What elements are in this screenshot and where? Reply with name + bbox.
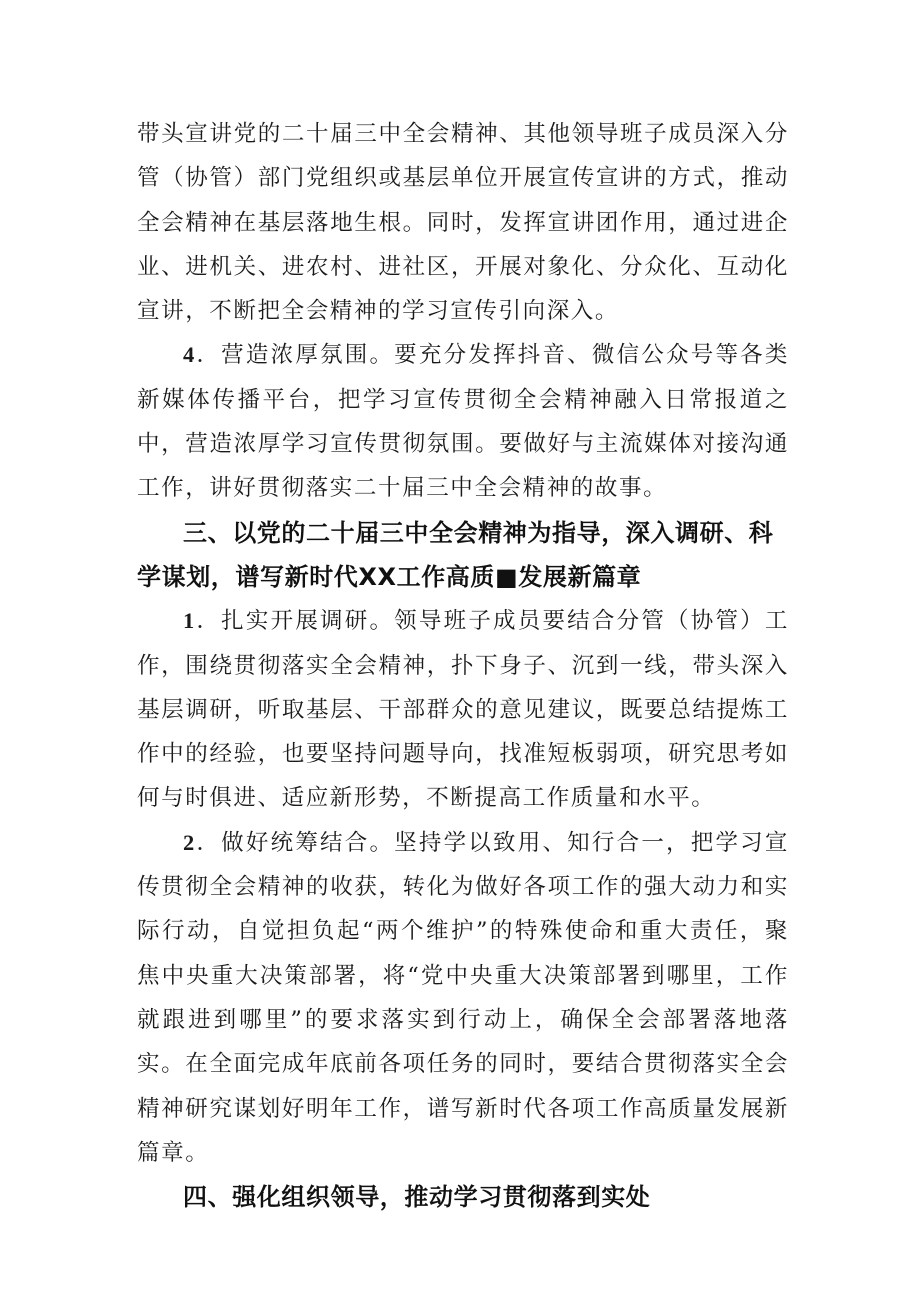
paragraph-text: ．营造浓厚氛围。要充分发挥抖音、微信公众号等各类新媒体传播平台，把学习宣传贯彻全会精神融入日常报道之中，营造浓厚学习宣传贯彻氛围。要做好与主流媒体对接沟通工作，讲好贯彻落实二十届三中全会精神的故事。 bbox=[137, 342, 789, 502]
document-page bbox=[137, 112, 789, 1219]
section-heading-4: 四、强化组织领导，推动学习贯彻落到实处 bbox=[183, 1183, 651, 1212]
paragraph-text: ．扎实开展调研。领导班子成员要结合分管（协管）工作，围绕贯彻落实全会精神，扑下身子、沉到一线，带头深入基层调研，听取基层、干部群众的意见建议，既要总结提炼工作中的经验，也要坚持问题导向，找准短板弱项，研究思考如何与时俱进、适应新形势，不断提高工作质量和水平。 bbox=[137, 608, 789, 812]
item-number: 2 bbox=[183, 829, 196, 855]
paragraph-outreach-lectures bbox=[137, 112, 789, 333]
paragraph-item-2-coordination bbox=[137, 821, 789, 1175]
paragraph-text: ．做好统筹结合。坚持学以致用、知行合一，把学习宣传贯彻全会精神的收获，转化为做好各项工作的强大动力和实际行动，自觉担负起“两个维护”的特殊使命和重大责任，聚焦中央重大决策部署，将“党中央重大决策部署到哪里，工作就跟进到哪里”的要求落实到行动上，确保全会部署落地落实。在全面完成年底前各项任务的同时，要结合贯彻落实全会精神研究谋划好明年工作，谱写新时代各项工作高质量发展新篇章。 bbox=[137, 829, 789, 1166]
paragraph-item-1-research bbox=[137, 599, 789, 820]
section-heading-3: 三、以党的二十届三中全会精神为指导，深入调研、科学谋划，谱写新时代XX工作高质■发展新篇章 bbox=[137, 518, 774, 591]
paragraph-text: 带头宣讲党的二十届三中全会精神、其他领导班子成员深入分管（协管）部门党组织或基层单位开展宣传宣讲的方式，推动全会精神在基层落地生根。同时，发挥宣讲团作用，通过进企业、进机关、进农村、进社区，开展对象化、分众化、互动化宣讲，不断把全会精神的学习宣传引向深入。 bbox=[137, 121, 789, 325]
paragraph-item-4-atmosphere bbox=[137, 333, 789, 510]
item-number: 1 bbox=[183, 608, 196, 634]
item-number: 4 bbox=[183, 342, 196, 368]
